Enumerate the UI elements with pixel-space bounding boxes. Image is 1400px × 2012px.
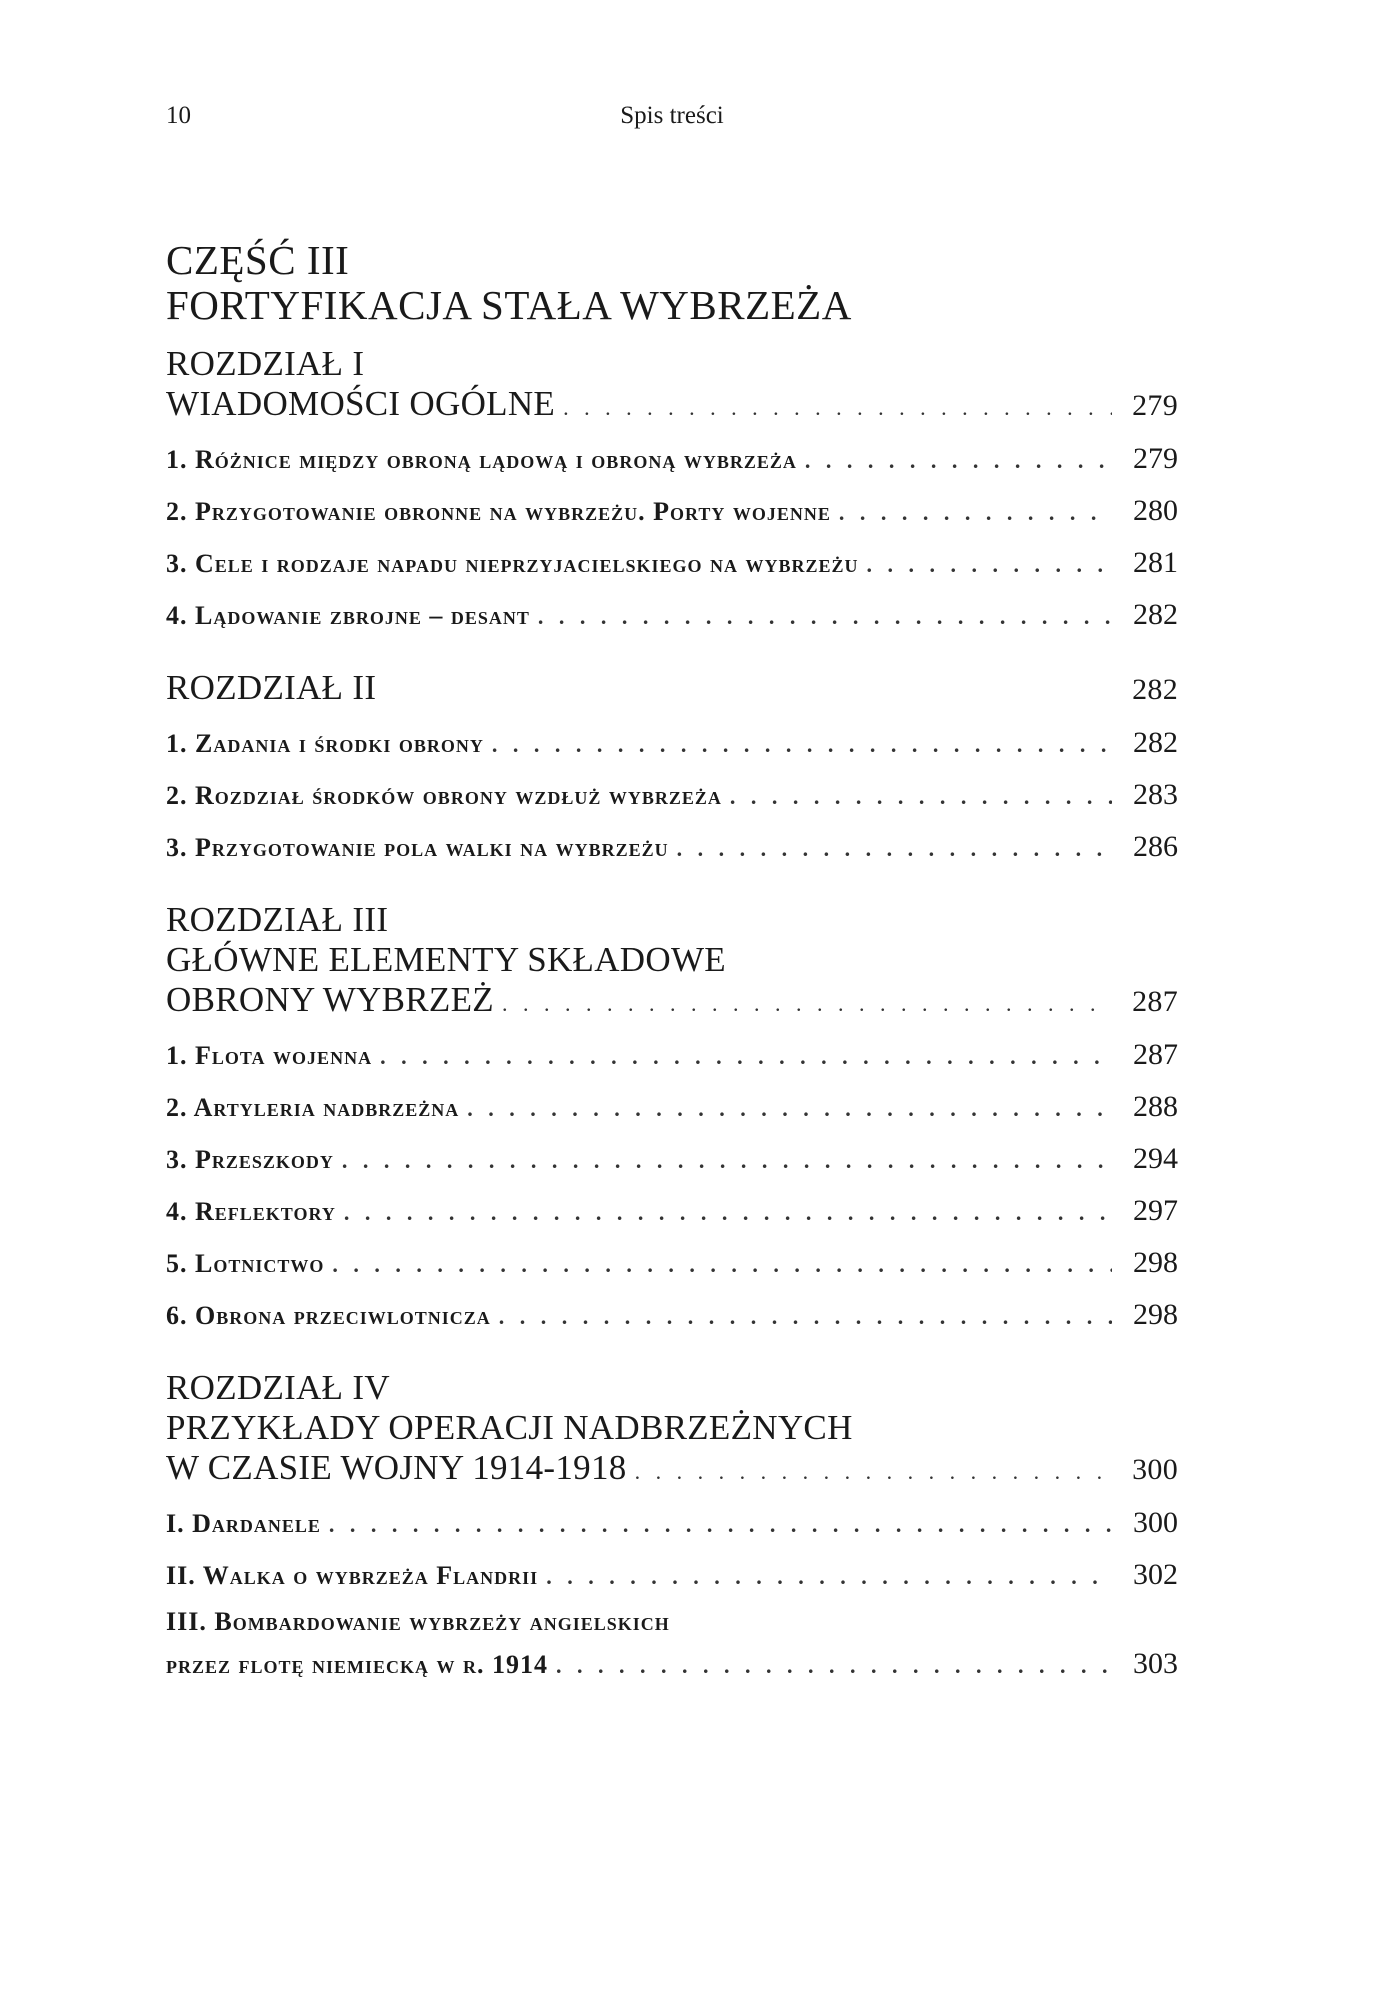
table-of-contents	[166, 238, 1178, 1688]
chapter-title: WIADOMOŚCI OGÓLNE	[166, 384, 556, 423]
dot-leader	[867, 540, 1112, 590]
section-list	[166, 434, 1178, 642]
entry-label: I. Dardanele	[166, 1509, 321, 1538]
chapter-heading	[166, 668, 1178, 712]
entry-label: 3. Cele i rodzaje napadu nieprzyjacielskiego na wybrzeżu	[166, 549, 859, 578]
page-ref: 282	[1133, 726, 1178, 759]
page-ref: 279	[1132, 389, 1178, 422]
toc-entry[interactable]	[166, 1134, 1178, 1186]
toc-entry[interactable]	[166, 486, 1178, 538]
chapter-entry[interactable]	[166, 980, 1178, 1024]
dot-leader	[332, 1240, 1112, 1290]
toc-entry[interactable]	[166, 590, 1178, 642]
page-ref: 298	[1133, 1298, 1178, 1331]
entry-label: 3. Przeszkody	[166, 1145, 334, 1174]
page-ref: 300	[1132, 1453, 1178, 1486]
chapter-entry[interactable]	[166, 1448, 1178, 1492]
running-head	[166, 102, 1178, 142]
chapter-heading-line: ROZDZIAŁ IV	[166, 1368, 390, 1407]
entry-label: 5. Lotnictwo	[166, 1249, 325, 1278]
entry-label: 1. Flota wojenna	[166, 1041, 373, 1070]
entry-label: 6. Obrona przeciwlotnicza	[166, 1301, 491, 1330]
dot-leader	[538, 592, 1112, 642]
dot-leader	[344, 1188, 1112, 1238]
dot-leader	[635, 1452, 1112, 1492]
dot-leader	[329, 1500, 1112, 1550]
chapter-title: ROZDZIAŁ II	[166, 668, 377, 707]
chapter-heading	[166, 344, 1178, 428]
entry-label: 2. Rozdział środków obrony wzdłuż wybrzeża	[166, 781, 722, 810]
section-list	[166, 1030, 1178, 1342]
dot-leader	[556, 1644, 1112, 1688]
chapter-title: OBRONY WYBRZEŻ	[166, 980, 494, 1019]
entry-label: III. Bombardowanie wybrzeży angielskich	[166, 1607, 670, 1636]
dot-leader	[805, 436, 1112, 486]
chapter-1	[166, 344, 1178, 642]
dot-leader	[499, 1292, 1112, 1342]
chapter-entry[interactable]	[166, 384, 1178, 428]
dot-leader	[342, 1136, 1112, 1186]
toc-entry[interactable]	[166, 1186, 1178, 1238]
running-title: Spis treści	[620, 102, 724, 129]
chapter-3	[166, 900, 1178, 1342]
chapter-heading	[166, 1368, 1178, 1492]
page-ref: 303	[1133, 1647, 1178, 1680]
entry-label: 3. Przygotowanie pola walki na wybrzeżu	[166, 833, 669, 862]
chapter-title: W CZASIE WOJNY 1914-1918	[166, 1448, 627, 1487]
toc-entry[interactable]	[166, 1030, 1178, 1082]
page-ref: 294	[1133, 1142, 1178, 1175]
entry-label: 1. Zadania i środki obrony	[166, 729, 484, 758]
section-list	[166, 718, 1178, 874]
toc-entry[interactable]	[166, 718, 1178, 770]
dot-leader	[546, 1552, 1112, 1602]
entry-label: 1. Różnice między obroną lądową i obroną wybrzeża	[166, 445, 797, 474]
entry-label: przez flotę niemiecką w r. 1914	[166, 1650, 549, 1679]
page-ref: 300	[1133, 1506, 1178, 1539]
dot-leader	[563, 388, 1112, 428]
entry-label: 2. Przygotowanie obronne na wybrzeżu. Porty wojenne	[166, 497, 831, 526]
dot-leader	[730, 772, 1112, 822]
toc-entry[interactable]	[166, 770, 1178, 822]
page-ref: 298	[1133, 1246, 1178, 1279]
entry-label: II. Walka o wybrzeża Flandrii	[166, 1561, 539, 1590]
chapter-heading-line: GŁÓWNE ELEMENTY SKŁADOWE	[166, 940, 726, 979]
toc-entry[interactable]	[166, 1550, 1178, 1602]
part-title	[166, 238, 1178, 328]
dot-leader	[839, 488, 1112, 538]
chapter-heading-line: PRZYKŁADY OPERACJI NADBRZEŻNYCH	[166, 1408, 853, 1447]
dot-leader	[677, 824, 1112, 874]
part-title-line: CZĘŚĆ III	[166, 237, 350, 283]
toc-entry[interactable]	[166, 1498, 1178, 1550]
chapter-heading	[166, 900, 1178, 1024]
toc-entry[interactable]	[166, 1082, 1178, 1134]
chapter-heading-line: ROZDZIAŁ III	[166, 900, 389, 939]
page-ref: 287	[1133, 1038, 1178, 1071]
entry-label: 4. Reflektory	[166, 1197, 336, 1226]
dot-leader	[502, 984, 1112, 1024]
chapter-heading-line: ROZDZIAŁ I	[166, 344, 365, 383]
page-ref: 302	[1133, 1558, 1178, 1591]
toc-entry[interactable]	[166, 822, 1178, 874]
toc-entry[interactable]	[166, 1290, 1178, 1342]
toc-entry[interactable]	[166, 538, 1178, 590]
section-list	[166, 1498, 1178, 1688]
page-ref: 287	[1132, 985, 1178, 1018]
entry-label: 4. Lądowanie zbrojne – desant	[166, 601, 530, 630]
dot-leader	[380, 1032, 1112, 1082]
page-ref: 279	[1133, 442, 1178, 475]
dot-leader	[467, 1084, 1112, 1134]
part-title-line: FORTYFIKACJA STAŁA WYBRZEŻA	[166, 282, 852, 328]
chapter-4	[166, 1368, 1178, 1688]
page-number: 10	[166, 102, 191, 129]
page-ref: 286	[1133, 830, 1178, 863]
page-ref: 281	[1133, 546, 1178, 579]
page-ref: 280	[1133, 494, 1178, 527]
toc-entry[interactable]	[166, 1238, 1178, 1290]
chapter-entry[interactable]	[166, 668, 1178, 712]
toc-entry[interactable]	[166, 1602, 1178, 1688]
dot-leader	[492, 720, 1112, 770]
page-ref: 297	[1133, 1194, 1178, 1227]
page-ref: 288	[1133, 1090, 1178, 1123]
entry-label: 2. Artyleria nadbrzeżna	[166, 1093, 460, 1122]
page-ref: 283	[1133, 778, 1178, 811]
toc-entry[interactable]	[166, 434, 1178, 486]
chapter-2	[166, 668, 1178, 874]
page-ref: 282	[1133, 598, 1178, 631]
page-ref: 282	[1132, 673, 1178, 706]
